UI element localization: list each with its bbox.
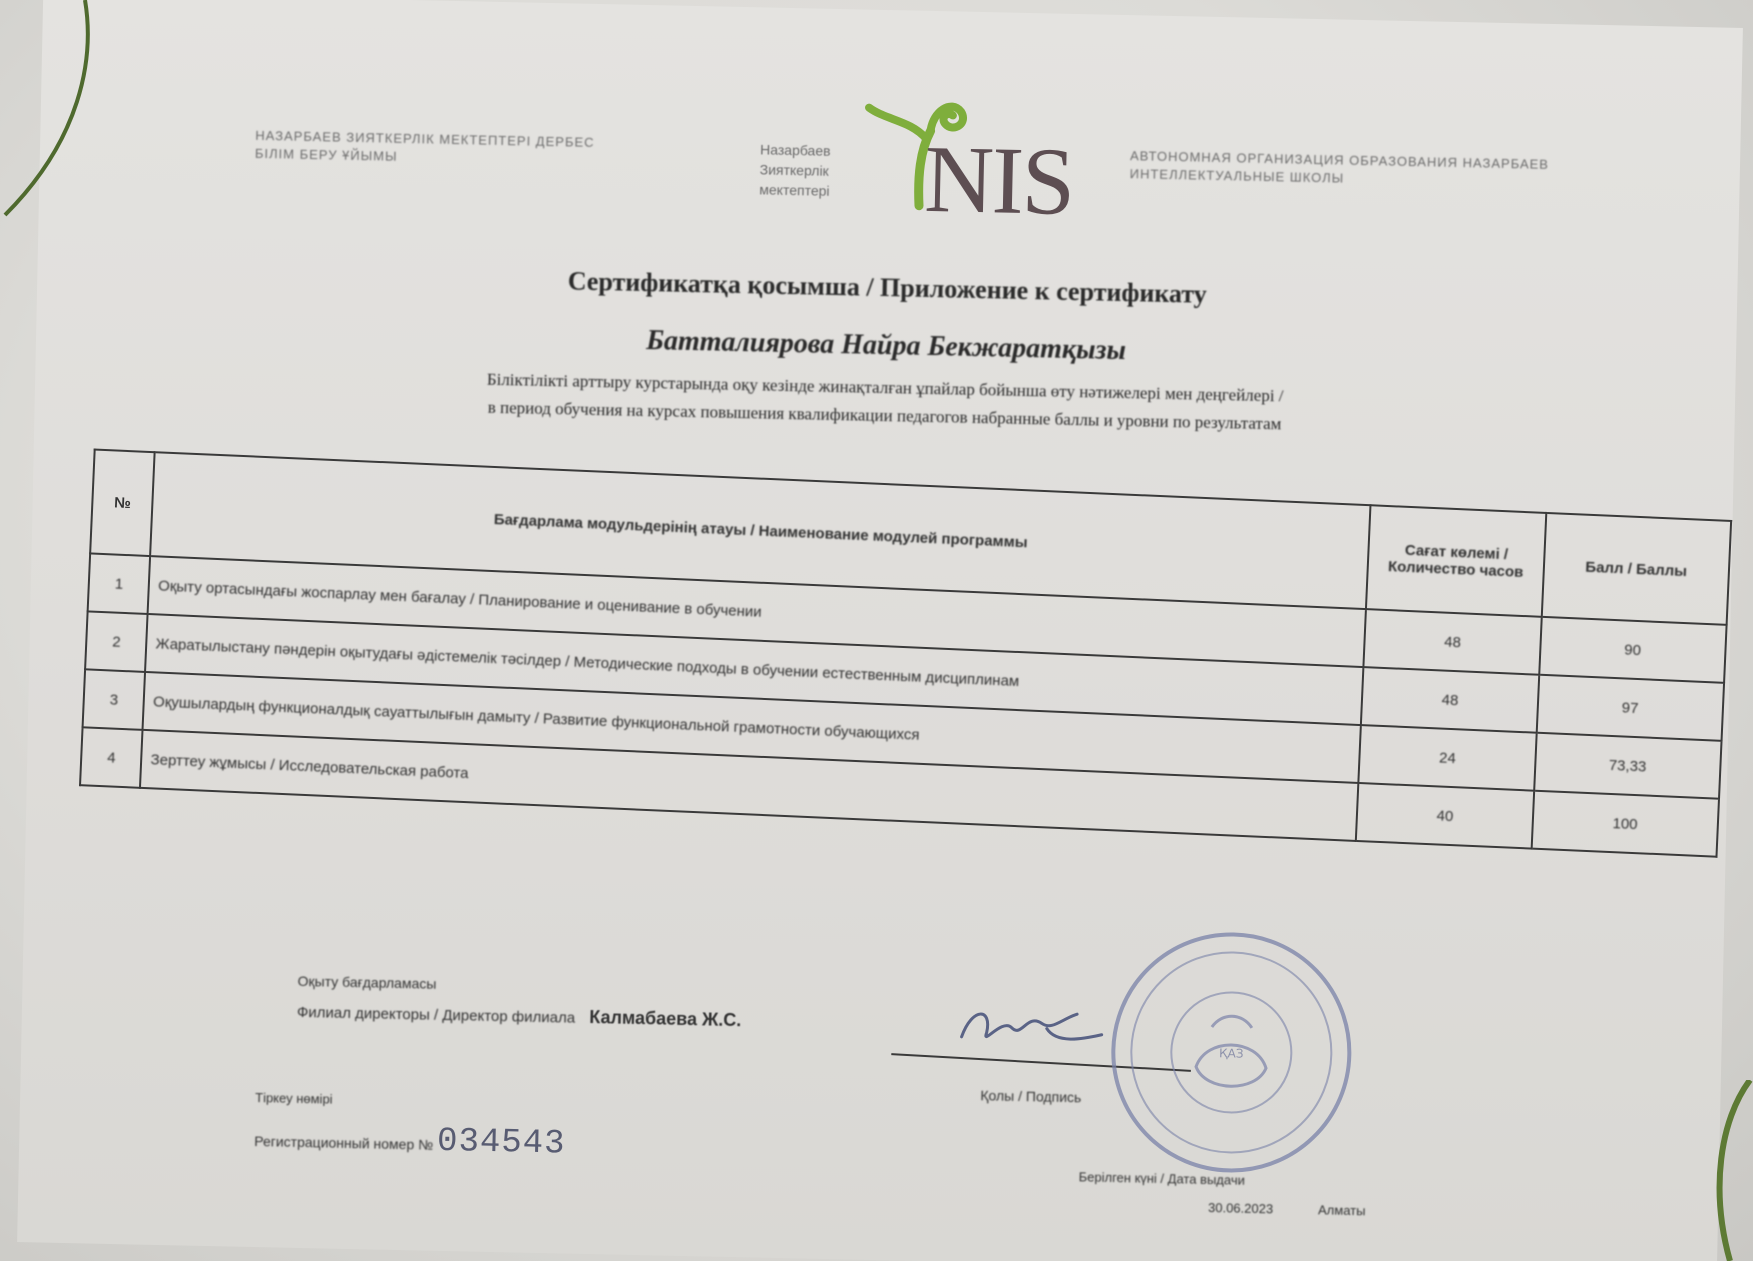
register-block: [254, 1119, 566, 1164]
certificate-sheet: [17, 0, 1743, 1261]
logo-small-line-2: Зияткерлік: [759, 161, 829, 179]
director-label: Филиал директоры / Директор филиала: [296, 1003, 576, 1027]
signature-label: Қолы / Подпись: [980, 1087, 1082, 1106]
row-hours-value: 40: [1436, 806, 1454, 825]
date-label: Берілген күні / Дата выдачи: [1078, 1169, 1246, 1188]
subtitle-line-2: в период обучения на курсах повышения квалификации педагогов набранные баллы и уровни по результатам: [487, 397, 1282, 434]
register-sub-label: Регистрационный номер №: [254, 1133, 434, 1153]
row-hours: [1361, 667, 1538, 733]
header-left-label: НАЗАРБАЕВ ЗИЯТКЕРЛІК МЕКТЕПТЕРІ ДЕРБЕС БІЛІМ БЕРУ ҰЙЫМЫ: [254, 127, 595, 164]
row-num: [88, 553, 151, 614]
results-table: [79, 448, 1732, 857]
row-score-value: 100: [1612, 814, 1638, 833]
row-score-value: 73,33: [1608, 756, 1647, 776]
row-num-value: 4: [106, 748, 117, 767]
signature-line: [891, 1053, 1191, 1072]
header-module-name-label: Бағдарлама модульдерінің атауы / Наименование модулей программы: [493, 510, 1028, 551]
header-score-label: Балл / Баллы: [1585, 558, 1688, 580]
row-score: [1531, 791, 1719, 857]
logo-small-line-3: мектептері: [759, 181, 830, 199]
row-score: [1539, 617, 1727, 683]
handwritten-signature: [951, 987, 1113, 1070]
register-label: Тіркеу нөмірі: [255, 1090, 333, 1107]
header-score: [1541, 513, 1731, 625]
row-hours: [1359, 725, 1536, 791]
row-num-value: 2: [111, 632, 122, 651]
row-score-value: 97: [1621, 698, 1639, 717]
program-label: Оқыту бағдарламасы: [297, 972, 437, 992]
svg-text:ҚАЗ: ҚАЗ: [1218, 1046, 1244, 1061]
logo-text: NIS: [923, 124, 1075, 235]
header-hours-label: Сағат көлемі / Количество часов: [1387, 541, 1524, 581]
row-num: [80, 727, 143, 788]
header-right-text: [1130, 147, 1551, 192]
row-hours: [1364, 609, 1541, 675]
row-hours: [1356, 783, 1533, 849]
header-num: №: [90, 450, 155, 557]
director-name: Калмабаева Ж.С.: [589, 1006, 742, 1031]
city-label: Алматы: [1317, 1202, 1366, 1219]
row-score-value: 90: [1623, 640, 1642, 659]
header-right-label: АВТОНОМНАЯ ОРГАНИЗАЦИЯ ОБРАЗОВАНИЯ НАЗАРБАЕВ ИНТЕЛЛЕКТУАЛЬНЫЕ ШКОЛЫ: [1129, 148, 1550, 186]
row-module-value: Зерттеу жұмысы / Исследовательская работа: [150, 750, 469, 782]
row-num-value: 1: [114, 575, 124, 593]
row-num-value: 3: [109, 690, 119, 709]
recipient-name: Батталиярова Найра Бекжаратқызы: [645, 325, 1127, 367]
date-value: 30.06.2023: [1207, 1199, 1274, 1217]
logo-small-text: [759, 139, 860, 201]
row-hours-value: 24: [1438, 748, 1457, 767]
official-seal-stamp: [1104, 925, 1359, 1180]
row-module-value: Жаратылыстану пәндерін оқытудағы әдістемелік тәсілдер / Методические подходы в обучении естественным дисциплинам: [155, 634, 1020, 690]
row-score: [1534, 733, 1722, 799]
subtitle-line-1: Біліктілікті арттыру курстарында оқу кезінде жинақталған ұпайлар бойынша өту нәтижелері мен деңгейлері /: [486, 369, 1284, 406]
row-num: [83, 669, 146, 730]
row-module-value: Оқушылардың функционалдық сауаттылығын дамыту / Развитие функциональной грамотности обучающихся: [152, 692, 920, 744]
serial-number: 034543: [436, 1122, 566, 1164]
row-hours-value: 48: [1443, 633, 1462, 651]
header-hours: [1366, 505, 1545, 617]
row-hours-value: 48: [1441, 691, 1459, 709]
director-block: [297, 1001, 742, 1031]
document-title: Сертификатқа қосымша / Приложение к сертификату: [567, 266, 1208, 309]
row-score: [1536, 675, 1724, 741]
logo-small-line-1: Назарбаев: [759, 141, 831, 159]
header-left-text: [255, 127, 636, 171]
nis-logo: [758, 77, 1081, 244]
row-module-value: Оқыту ортасындағы жоспарлау мен бағалау / Планирование и оценивание в обучении: [157, 576, 763, 621]
row-num: [85, 611, 148, 672]
